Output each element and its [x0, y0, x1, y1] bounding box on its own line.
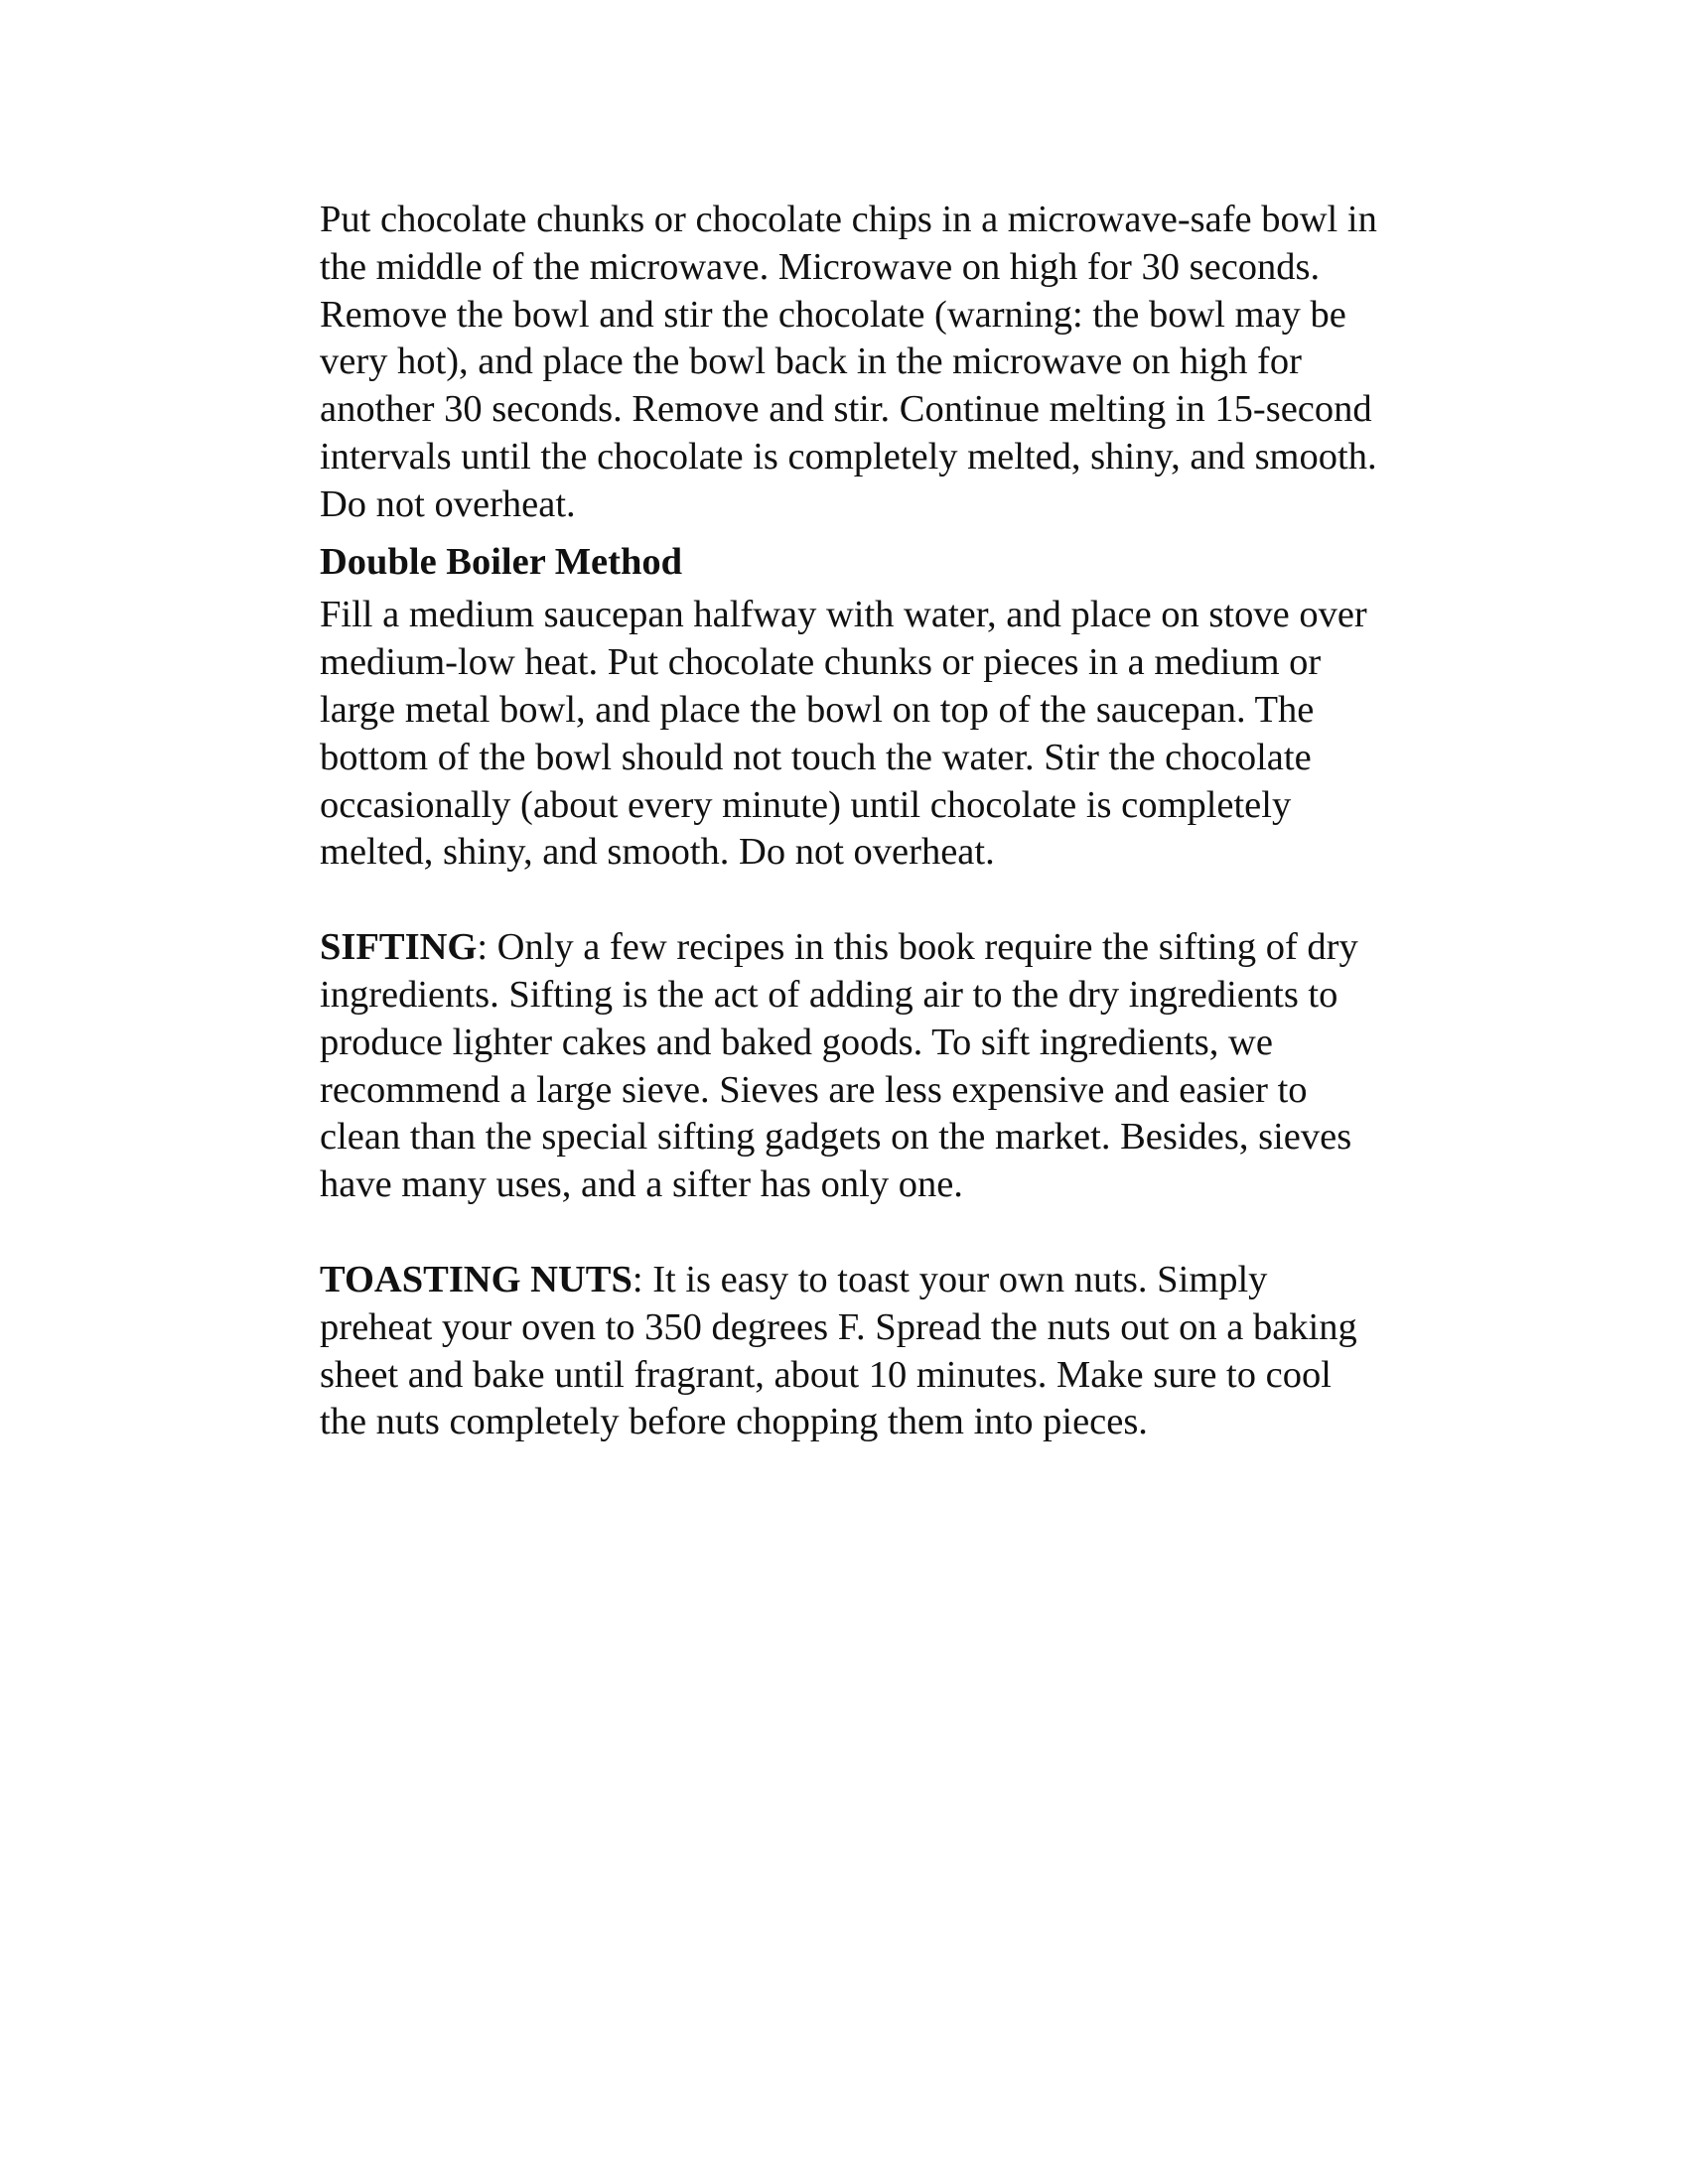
text-line: melted, shiny, and smooth. Do not overheat. [320, 831, 995, 874]
sifting-first-line: : Only a few recipes in this book require the sifting of dry [477, 926, 1358, 969]
text-line: the nuts completely before chopping them into pieces. [320, 1401, 1148, 1443]
text-line: the middle of the microwave. Microwave on high for 30 seconds. [320, 245, 1321, 288]
toasting-first-line: : It is easy to toast your own nuts. Simply [632, 1258, 1268, 1300]
text-line: Remove the bowl and stir the chocolate (warning: the bowl may be [320, 293, 1346, 336]
text-line: preheat your oven to 350 degrees F. Spread the nuts out on a baking [320, 1305, 1357, 1348]
text-line [320, 1257, 1472, 1304]
text-line: medium-low heat. Put chocolate chunks or pieces in a medium or [320, 641, 1322, 684]
text-line: Fill a medium saucepan halfway with water, and place on stove over [320, 594, 1367, 636]
paragraph-spacer [320, 1209, 1472, 1257]
text-line: Do not overheat. [320, 482, 576, 525]
text-line: produce lighter cakes and baked goods. To sift ingredients, we [320, 1021, 1273, 1063]
text-line: another 30 seconds. Remove and stir. Continue melting in 15-second [320, 388, 1372, 431]
text-line: have many uses, and a sifter has only one. [320, 1163, 963, 1206]
text-line: Put chocolate chunks or chocolate chips in a microwave-safe bowl in [320, 199, 1377, 240]
microwave-paragraph [320, 197, 1472, 529]
toasting-paragraph [320, 1257, 1472, 1446]
paragraph-spacer [320, 877, 1472, 924]
text-line: bottom of the bowl should not touch the water. Stir the chocolate [320, 736, 1312, 778]
text-line [320, 924, 1472, 972]
double-boiler-paragraph [320, 592, 1472, 877]
toasting-term: TOASTING NUTS [320, 1258, 633, 1300]
text-line: occasionally (about every minute) until chocolate is completely [320, 783, 1292, 826]
document-page [320, 197, 1472, 1446]
text-line: ingredients. Sifting is the act of adding air to the dry ingredients to [320, 973, 1338, 1016]
sifting-term: SIFTING [320, 926, 478, 969]
double-boiler-heading: Double Boiler Method [320, 540, 683, 583]
text-line: clean than the special sifting gadgets on the market. Besides, sieves [320, 1116, 1352, 1159]
text-line: sheet and bake until fragrant, about 10 minutes. Make sure to cool [320, 1353, 1332, 1396]
text-line: intervals until the chocolate is completely melted, shiny, and smooth. [320, 435, 1377, 478]
text-line: recommend a large sieve. Sieves are less expensive and easier to [320, 1068, 1308, 1111]
text-line: very hot), and place the bowl back in the microwave on high for [320, 341, 1302, 383]
sifting-paragraph [320, 924, 1472, 1209]
text-line: large metal bowl, and place the bowl on top of the saucepan. The [320, 688, 1315, 731]
